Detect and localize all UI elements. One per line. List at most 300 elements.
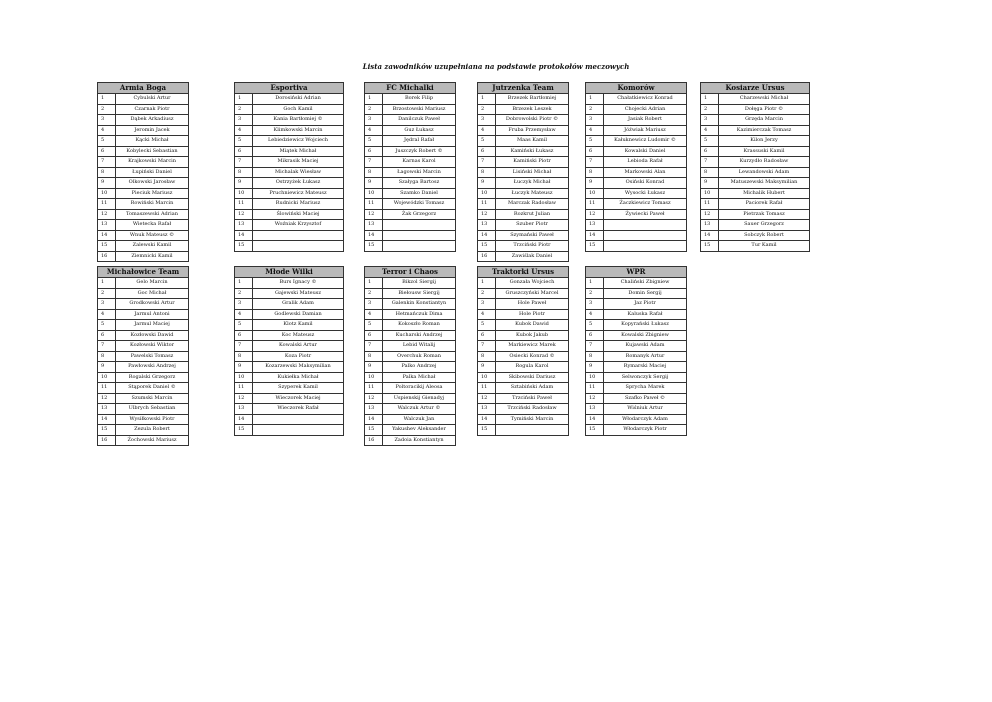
player-number: 16 bbox=[365, 435, 383, 446]
player-row bbox=[586, 309, 687, 320]
player-row bbox=[98, 309, 189, 320]
player-list bbox=[97, 277, 189, 446]
player-row bbox=[478, 393, 569, 404]
player-row bbox=[586, 278, 687, 289]
player-row bbox=[365, 404, 456, 415]
player-name: Klimkowski Marcin bbox=[253, 125, 344, 136]
player-number: 3 bbox=[586, 299, 604, 310]
player-number: 5 bbox=[586, 320, 604, 331]
player-number: 9 bbox=[98, 362, 116, 373]
player-name: Wysocki Łukasz bbox=[604, 188, 687, 199]
player-number: 7 bbox=[98, 157, 116, 168]
player-row bbox=[478, 199, 569, 210]
player-row bbox=[365, 199, 456, 210]
player-number: 15 bbox=[235, 241, 253, 252]
player-name: Domin Sergij bbox=[604, 288, 687, 299]
team-table bbox=[477, 266, 569, 436]
player-number: 9 bbox=[365, 178, 383, 189]
player-name: Gralik Adam bbox=[253, 299, 344, 310]
player-name: Palka Michał bbox=[383, 372, 456, 383]
player-row bbox=[365, 241, 456, 252]
player-number: 1 bbox=[365, 278, 383, 289]
player-number: 6 bbox=[98, 330, 116, 341]
player-row bbox=[98, 393, 189, 404]
player-number: 5 bbox=[365, 320, 383, 331]
player-row bbox=[478, 362, 569, 373]
team-name: WPR bbox=[585, 266, 687, 277]
player-row bbox=[701, 220, 810, 231]
player-number: 9 bbox=[365, 362, 383, 373]
player-number: 14 bbox=[235, 230, 253, 241]
player-row bbox=[235, 404, 344, 415]
player-name: Kobylecki Sebastian bbox=[116, 146, 189, 157]
player-name: Trzciński Radosław bbox=[496, 404, 569, 415]
player-row bbox=[98, 230, 189, 241]
player-number: 14 bbox=[478, 230, 496, 241]
player-name: Łuczyk Mateusz bbox=[496, 188, 569, 199]
player-name: Markowski Alan bbox=[604, 167, 687, 178]
player-number: 4 bbox=[235, 309, 253, 320]
player-row bbox=[98, 425, 189, 436]
player-number: 8 bbox=[235, 167, 253, 178]
player-row bbox=[235, 230, 344, 241]
player-row bbox=[478, 146, 569, 157]
player-name: Kowalski Daniel bbox=[604, 146, 687, 157]
player-name: Trzciński Paweł bbox=[496, 393, 569, 404]
player-row bbox=[478, 351, 569, 362]
player-name: Szafko Paweł © bbox=[604, 393, 687, 404]
player-number: 6 bbox=[235, 330, 253, 341]
player-name: Jasiak Robert bbox=[604, 115, 687, 126]
player-number: 14 bbox=[365, 230, 383, 241]
player-number: 5 bbox=[478, 320, 496, 331]
player-number: 7 bbox=[98, 341, 116, 352]
player-name: Kowalski Artur bbox=[253, 341, 344, 352]
player-name: Rozkrut Julian bbox=[496, 209, 569, 220]
player-row bbox=[586, 115, 687, 126]
player-row bbox=[98, 404, 189, 415]
player-number: 14 bbox=[98, 414, 116, 425]
player-row bbox=[235, 94, 344, 105]
player-name: Wietecka Rafał bbox=[116, 220, 189, 231]
player-row bbox=[235, 351, 344, 362]
player-number: 8 bbox=[365, 351, 383, 362]
player-name: Gajewski Mateusz bbox=[253, 288, 344, 299]
player-row bbox=[586, 362, 687, 373]
player-name: Mikrasik Maciej bbox=[253, 157, 344, 168]
team-table bbox=[364, 266, 456, 446]
player-name bbox=[253, 241, 344, 252]
player-number: 4 bbox=[586, 125, 604, 136]
player-name: Szamko Daniel bbox=[383, 188, 456, 199]
player-row bbox=[365, 125, 456, 136]
player-name: Dołęga Piotr © bbox=[719, 104, 810, 115]
player-row bbox=[586, 104, 687, 115]
player-name: Lebioda Rafał bbox=[604, 157, 687, 168]
player-name: Poltoracikij Aleosa bbox=[383, 383, 456, 394]
player-row bbox=[586, 209, 687, 220]
player-name: Ziemnicki Kamil bbox=[116, 251, 189, 262]
player-name: Pietrzak Tomasz bbox=[719, 209, 810, 220]
player-row bbox=[365, 425, 456, 436]
player-row bbox=[586, 136, 687, 147]
player-row bbox=[701, 125, 810, 136]
player-name: Palko Andrzej bbox=[383, 362, 456, 373]
player-row bbox=[235, 241, 344, 252]
player-row bbox=[365, 115, 456, 126]
player-name: Wojewódzki Tomasz bbox=[383, 199, 456, 210]
player-number: 9 bbox=[235, 178, 253, 189]
player-row bbox=[235, 393, 344, 404]
player-row bbox=[586, 372, 687, 383]
player-number: 12 bbox=[235, 209, 253, 220]
player-name: Dąbek Arkadiusz bbox=[116, 115, 189, 126]
player-number: 2 bbox=[478, 104, 496, 115]
player-row bbox=[478, 278, 569, 289]
player-number: 11 bbox=[98, 199, 116, 210]
player-name: Paciorek Rafał bbox=[719, 199, 810, 210]
player-name: Marczak Radosław bbox=[496, 199, 569, 210]
player-name bbox=[383, 220, 456, 231]
player-row bbox=[478, 220, 569, 231]
player-name: Jędral Rafał bbox=[383, 136, 456, 147]
player-row bbox=[478, 251, 569, 262]
player-name: Ulbrych Sebastian bbox=[116, 404, 189, 415]
player-row bbox=[235, 157, 344, 168]
player-name: Sprycha Marek bbox=[604, 383, 687, 394]
player-number: 11 bbox=[365, 383, 383, 394]
player-number: 14 bbox=[478, 414, 496, 425]
player-number: 13 bbox=[235, 220, 253, 231]
player-name: Pawelski Tomasz bbox=[116, 351, 189, 362]
player-row bbox=[365, 104, 456, 115]
player-number: 2 bbox=[98, 288, 116, 299]
player-number: 13 bbox=[701, 220, 719, 231]
player-row bbox=[586, 320, 687, 331]
player-row bbox=[478, 115, 569, 126]
player-name: Wnuk Mateusz © bbox=[116, 230, 189, 241]
player-number: 7 bbox=[235, 157, 253, 168]
player-row bbox=[365, 372, 456, 383]
player-number: 6 bbox=[98, 146, 116, 157]
player-number: 5 bbox=[586, 136, 604, 147]
player-name: Koc Mateusz bbox=[253, 330, 344, 341]
player-name: Zalewski Kamil bbox=[116, 241, 189, 252]
player-number: 11 bbox=[586, 383, 604, 394]
player-name: Fruba Przemysław bbox=[496, 125, 569, 136]
player-row bbox=[701, 146, 810, 157]
player-name: Grodkowski Artur bbox=[116, 299, 189, 310]
player-number: 2 bbox=[478, 288, 496, 299]
player-row bbox=[478, 125, 569, 136]
player-row bbox=[98, 251, 189, 262]
player-row bbox=[586, 178, 687, 189]
player-number: 15 bbox=[701, 241, 719, 252]
player-row bbox=[365, 362, 456, 373]
player-row bbox=[478, 157, 569, 168]
player-row bbox=[701, 104, 810, 115]
player-number: 1 bbox=[98, 278, 116, 289]
player-number: 8 bbox=[478, 167, 496, 178]
player-row bbox=[98, 199, 189, 210]
player-name: Cybulski Artur bbox=[116, 94, 189, 105]
player-row bbox=[365, 188, 456, 199]
player-number: 4 bbox=[365, 125, 383, 136]
player-name: Romanyk Artur bbox=[604, 351, 687, 362]
player-name: Żochowski Mariusz bbox=[116, 435, 189, 446]
player-name: Dorosiński Adrian bbox=[253, 94, 344, 105]
player-number: 16 bbox=[478, 251, 496, 262]
player-number: 6 bbox=[235, 146, 253, 157]
player-name: Łupiński Daniel bbox=[116, 167, 189, 178]
player-row bbox=[235, 414, 344, 425]
player-name: Jarmul Antoni bbox=[116, 309, 189, 320]
player-row bbox=[586, 341, 687, 352]
player-number: 3 bbox=[478, 299, 496, 310]
player-name: Charzewski Michał bbox=[719, 94, 810, 105]
player-number: 13 bbox=[365, 404, 383, 415]
player-name: Osiński Konrad bbox=[604, 178, 687, 189]
player-number: 1 bbox=[235, 278, 253, 289]
player-name: Chaliński Zbigniew bbox=[604, 278, 687, 289]
player-number: 8 bbox=[235, 351, 253, 362]
player-row bbox=[478, 425, 569, 436]
player-number: 13 bbox=[586, 404, 604, 415]
player-name: Goc Michał bbox=[116, 288, 189, 299]
player-number: 7 bbox=[701, 157, 719, 168]
player-number: 1 bbox=[586, 94, 604, 105]
player-name: Kącki Michał bbox=[116, 136, 189, 147]
player-name: Wieczorek Maciej bbox=[253, 393, 344, 404]
player-list bbox=[477, 277, 569, 436]
player-row bbox=[98, 320, 189, 331]
player-number: 3 bbox=[98, 115, 116, 126]
player-row bbox=[235, 167, 344, 178]
player-number: 4 bbox=[98, 309, 116, 320]
player-row bbox=[478, 404, 569, 415]
player-number: 4 bbox=[478, 309, 496, 320]
player-row bbox=[235, 320, 344, 331]
player-name: Rudnicki Mariusz bbox=[253, 199, 344, 210]
player-number: 6 bbox=[701, 146, 719, 157]
player-row bbox=[98, 362, 189, 373]
player-name: Krassuski Kamil bbox=[719, 146, 810, 157]
player-row bbox=[98, 178, 189, 189]
player-number: 5 bbox=[98, 320, 116, 331]
player-row bbox=[365, 309, 456, 320]
player-name: Stąporek Daniel © bbox=[116, 383, 189, 394]
player-row bbox=[235, 330, 344, 341]
player-number: 7 bbox=[586, 341, 604, 352]
player-name: Jóźwiak Mariusz bbox=[604, 125, 687, 136]
player-row bbox=[235, 278, 344, 289]
player-number: 1 bbox=[478, 94, 496, 105]
player-name bbox=[253, 425, 344, 436]
player-name: Ślowiński Maciej bbox=[253, 209, 344, 220]
player-number: 2 bbox=[235, 104, 253, 115]
player-row bbox=[365, 178, 456, 189]
player-number: 13 bbox=[98, 220, 116, 231]
player-row bbox=[701, 167, 810, 178]
player-row bbox=[586, 241, 687, 252]
player-row bbox=[478, 320, 569, 331]
player-number: 14 bbox=[586, 230, 604, 241]
player-row bbox=[586, 188, 687, 199]
player-list bbox=[234, 277, 344, 436]
player-name: Szyperek Kamil bbox=[253, 383, 344, 394]
player-number: 4 bbox=[701, 125, 719, 136]
player-name: Chojecki Adrian bbox=[604, 104, 687, 115]
player-number: 14 bbox=[365, 414, 383, 425]
player-row bbox=[586, 404, 687, 415]
player-number: 13 bbox=[235, 404, 253, 415]
player-row bbox=[98, 299, 189, 310]
player-row bbox=[235, 309, 344, 320]
player-row bbox=[586, 383, 687, 394]
player-row bbox=[98, 330, 189, 341]
player-name: Bikzol Siergij bbox=[383, 278, 456, 289]
player-row bbox=[586, 125, 687, 136]
player-name: Galenkin Konstiantyn bbox=[383, 299, 456, 310]
player-name: Włodarczyk Adam bbox=[604, 414, 687, 425]
player-name: Michalak Wiesław bbox=[253, 167, 344, 178]
player-list bbox=[585, 93, 687, 252]
player-number: 4 bbox=[98, 125, 116, 136]
player-name: Żak Grzegorz bbox=[383, 209, 456, 220]
player-row bbox=[586, 288, 687, 299]
player-name: Lebid Witalij bbox=[383, 341, 456, 352]
player-row bbox=[365, 414, 456, 425]
team-table bbox=[364, 82, 456, 252]
player-number: 2 bbox=[98, 104, 116, 115]
player-name: Walczuk Jan bbox=[383, 414, 456, 425]
player-number: 5 bbox=[365, 136, 383, 147]
player-number: 5 bbox=[235, 136, 253, 147]
player-name: Markiewicz Marek bbox=[496, 341, 569, 352]
player-row bbox=[365, 288, 456, 299]
player-number: 15 bbox=[365, 425, 383, 436]
team-table bbox=[234, 266, 344, 436]
player-name: Brzezek Leszek bbox=[496, 104, 569, 115]
player-name: Kurzydło Radosław bbox=[719, 157, 810, 168]
player-number: 15 bbox=[98, 425, 116, 436]
player-number: 6 bbox=[478, 146, 496, 157]
player-name: Sobczyk Robert bbox=[719, 230, 810, 241]
player-row bbox=[98, 136, 189, 147]
player-number: 11 bbox=[478, 383, 496, 394]
player-name: Lisiński Michał bbox=[496, 167, 569, 178]
player-number: 8 bbox=[586, 167, 604, 178]
player-number: 8 bbox=[478, 351, 496, 362]
player-name: Szuber Piotr bbox=[496, 220, 569, 231]
player-name: Tur Kamil bbox=[719, 241, 810, 252]
player-number: 4 bbox=[586, 309, 604, 320]
player-name: Żaczkiewicz Tomasz bbox=[604, 199, 687, 210]
player-number: 1 bbox=[701, 94, 719, 105]
player-number: 15 bbox=[586, 425, 604, 436]
player-number: 8 bbox=[701, 167, 719, 178]
player-number: 1 bbox=[586, 278, 604, 289]
team-table bbox=[585, 266, 687, 436]
player-row bbox=[478, 241, 569, 252]
team-name: Kosiarze Ursus bbox=[700, 82, 810, 93]
player-name: Gruszczyński Marcel bbox=[496, 288, 569, 299]
player-name: Rowiński Marcin bbox=[116, 199, 189, 210]
player-name: Hole Piotr bbox=[496, 309, 569, 320]
player-name: Dobrowolski Piotr © bbox=[496, 115, 569, 126]
player-number: 15 bbox=[478, 425, 496, 436]
player-number: 9 bbox=[586, 178, 604, 189]
player-number: 4 bbox=[478, 125, 496, 136]
player-number: 12 bbox=[701, 209, 719, 220]
player-number: 6 bbox=[586, 146, 604, 157]
player-name: Woźniak Krzysztof bbox=[253, 220, 344, 231]
player-name: Kujawski Adam bbox=[604, 341, 687, 352]
player-number: 10 bbox=[478, 372, 496, 383]
player-number: 11 bbox=[235, 199, 253, 210]
player-name: Kukiełka Michał bbox=[253, 372, 344, 383]
player-name: Kopyrański Łukasz bbox=[604, 320, 687, 331]
player-number: 10 bbox=[98, 188, 116, 199]
player-name: Olkowski Jarosław bbox=[116, 178, 189, 189]
player-name: Krajkowski Marcin bbox=[116, 157, 189, 168]
player-list bbox=[234, 93, 344, 252]
player-number: 10 bbox=[235, 188, 253, 199]
player-row bbox=[701, 209, 810, 220]
player-number: 10 bbox=[701, 188, 719, 199]
player-row bbox=[235, 220, 344, 231]
player-row bbox=[701, 199, 810, 210]
player-row bbox=[235, 425, 344, 436]
player-number: 1 bbox=[235, 94, 253, 105]
player-name bbox=[604, 220, 687, 231]
player-row bbox=[98, 167, 189, 178]
player-name: Jaz Piotr bbox=[604, 299, 687, 310]
player-name: Rymarski Maciej bbox=[604, 362, 687, 373]
player-row bbox=[98, 341, 189, 352]
player-row bbox=[701, 115, 810, 126]
player-row bbox=[586, 393, 687, 404]
player-name bbox=[496, 425, 569, 436]
team-name: FC Michalki bbox=[364, 82, 456, 93]
player-number: 14 bbox=[98, 230, 116, 241]
player-name: Burs Ignacy © bbox=[253, 278, 344, 289]
player-number: 13 bbox=[586, 220, 604, 231]
player-number: 6 bbox=[365, 330, 383, 341]
player-row bbox=[701, 136, 810, 147]
team-table bbox=[97, 266, 189, 446]
player-row bbox=[701, 230, 810, 241]
player-name: Klotz Kamil bbox=[253, 320, 344, 331]
player-number: 14 bbox=[235, 414, 253, 425]
player-number: 1 bbox=[478, 278, 496, 289]
player-number: 10 bbox=[98, 372, 116, 383]
player-row bbox=[586, 414, 687, 425]
player-row bbox=[235, 146, 344, 157]
player-name: Kazimierczak Tomasz bbox=[719, 125, 810, 136]
player-row bbox=[701, 178, 810, 189]
player-name: Pieciuk Mariusz bbox=[116, 188, 189, 199]
player-row bbox=[235, 299, 344, 310]
player-number: 6 bbox=[478, 330, 496, 341]
player-row bbox=[98, 209, 189, 220]
team-table bbox=[585, 82, 687, 252]
player-row bbox=[478, 94, 569, 105]
player-name: Kaluska Rafał bbox=[604, 309, 687, 320]
player-name: Tymiński Marcin bbox=[496, 414, 569, 425]
player-list bbox=[97, 93, 189, 262]
player-name: Kałuknewicz Ludomir © bbox=[604, 136, 687, 147]
